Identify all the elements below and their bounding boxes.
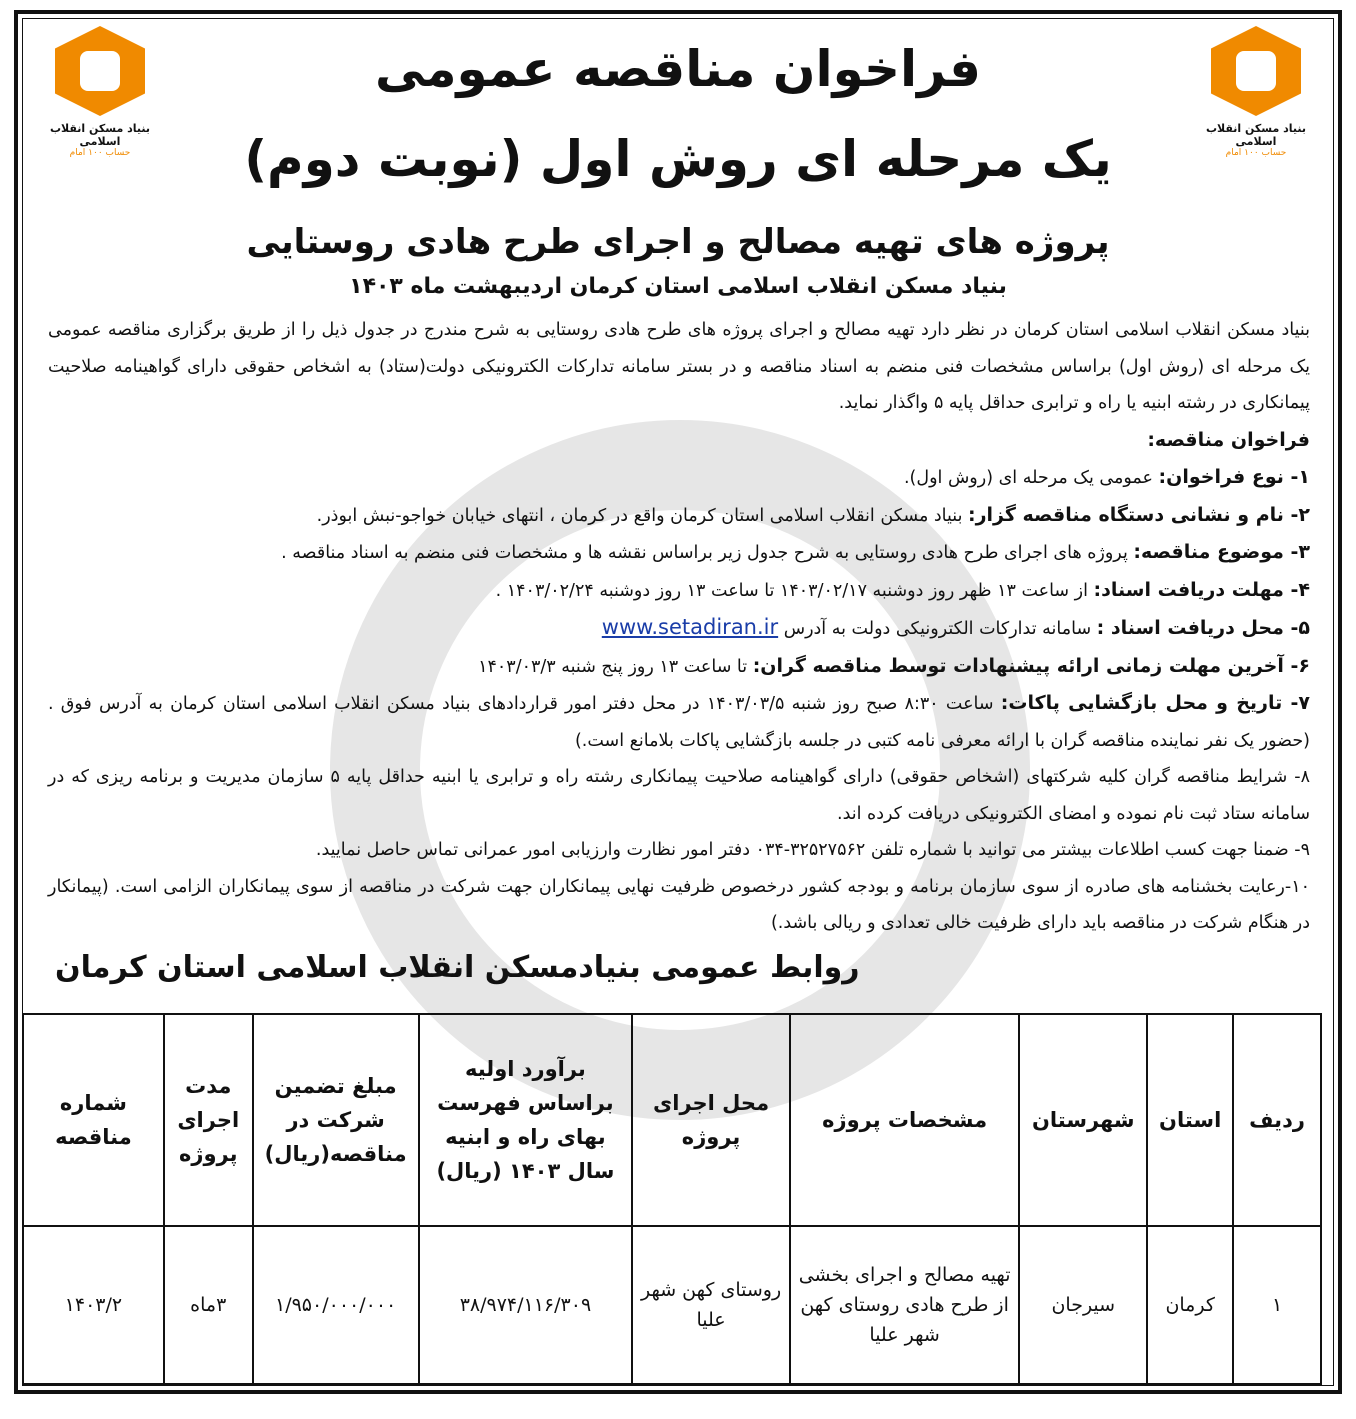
- title-line2: یک مرحله ای روش اول (نوبت دوم): [244, 130, 1112, 188]
- tender-item: [48, 459, 1310, 497]
- item-text: بنیاد مسکن انقلاب اسلامی استان کرمان واقع در کرمان ، انتهای خیابان خواجو-نبش ابوذر.: [316, 505, 968, 526]
- column-header: مشخصات پروژه: [790, 1014, 1019, 1226]
- column-header: برآورد اولیه براساس فهرست بهای راه و ابنیه سال ۱۴۰۳ (ریال): [419, 1014, 633, 1226]
- tender-table: [22, 1013, 1322, 1385]
- column-header: شهرستان: [1019, 1014, 1147, 1226]
- announcement-body: [48, 312, 1310, 942]
- table-row: [23, 1226, 1321, 1384]
- intro-paragraph: بنیاد مسکن انقلاب اسلامی استان کرمان در نظر دارد تهیه مصالح و اجرای پروژه های طرح هادی روستایی به شرح مندرج در جدول ذیل را از طریق برگزاری مناقصه عمومی یک مرحله ای (روش اول) براساس مشخصات فنی منضم به اسناد مناقصه و در بستر سامانه تدارکات الکترونیکی دولت(ستاد) به اشخاص حقوقی دارای گواهینامه صلاحیت پیمانکاری در رشته ابنیه یا راه و ترابری حداقل پایه ۵ واگذار نماید.: [48, 320, 1310, 413]
- table-cell: ۱۴۰۳/۲: [23, 1226, 164, 1384]
- logo-subcaption: حساب ۱۰۰ امام: [69, 148, 131, 158]
- tender-item: [48, 609, 1310, 648]
- tender-item: [48, 759, 1310, 832]
- tender-item: [48, 497, 1310, 535]
- item-label: ۵- محل دریافت اسناد :: [1096, 617, 1310, 639]
- tender-item: [48, 685, 1310, 759]
- tender-item: [48, 832, 1310, 869]
- logo-subcaption: حساب ۱۰۰ امام: [1225, 148, 1287, 158]
- item-text: ۹- ضمنا جهت کسب اطلاعات بیشتر می توانید با شماره تلفن ۳۲۵۲۷۵۶۲-۰۳۴ دفتر امور نظارت وارزیابی امور عمرانی تماس حاصل نمایید.: [315, 840, 1310, 860]
- table-cell: سیرجان: [1019, 1226, 1147, 1384]
- table-cell: تهیه مصالح و اجرای بخشی از طرح هادی روستای کهن شهر علیا: [790, 1226, 1019, 1384]
- table-cell: کرمان: [1147, 1226, 1233, 1384]
- item-text: پروژه های اجرای طرح هادی روستایی به شرح جدول زیر براساس نقشه ها و مشخصات فنی منضم به اسناد مناقصه .: [281, 543, 1134, 563]
- table-cell: ۱/۹۵۰/۰۰۰/۰۰۰: [253, 1226, 419, 1384]
- table-cell: ۳۸/۹۷۴/۱۱۶/۳۰۹: [419, 1226, 633, 1384]
- subtitle: پروژه های تهیه مصالح و اجرای طرح هادی روستایی: [246, 222, 1110, 262]
- item-label: ۷- تاریخ و محل بازگشایی پاکات:: [1000, 692, 1310, 714]
- column-header: استان: [1147, 1014, 1233, 1226]
- table-cell: روستای کهن شهر علیا: [632, 1226, 790, 1384]
- issuer-date: بنیاد مسکن انقلاب اسلامی استان کرمان اردیبهشت ماه ۱۴۰۳: [349, 274, 1007, 299]
- item-text: عمومی یک مرحله ای (روش اول).: [903, 468, 1159, 488]
- signature: روابط عمومی بنیادمسکن انقلاب اسلامی استان کرمان: [55, 950, 860, 985]
- item-label: ۴- مهلت دریافت اسناد:: [1093, 578, 1310, 601]
- tender-item: [48, 648, 1310, 686]
- logo-caption: بنیاد مسکن انقلاب اسلامی: [1205, 122, 1307, 148]
- table-cell: ۳ماه: [164, 1226, 253, 1384]
- item-text: سامانه تدارکات الکترونیکی دولت به آدرس: [778, 619, 1097, 639]
- tender-item: [48, 869, 1310, 942]
- item-text: تا ساعت ۱۳ روز پنج شنبه ۱۴۰۳/۰۳/۳: [478, 656, 753, 677]
- item-label: ۶- آخرین مهلت زمانی ارائه پیشنهادات توسط مناقصه گران:: [752, 654, 1310, 677]
- setad-link[interactable]: www.setadiran.ir: [601, 615, 779, 639]
- column-header: مدت اجرای پروژه: [164, 1014, 253, 1226]
- item-label: ۳- موضوع مناقصه:: [1133, 541, 1310, 563]
- section-heading: فراخوان مناقصه:: [1147, 428, 1310, 451]
- column-header: محل اجرای پروژه: [632, 1014, 790, 1226]
- item-text: ۱۰-رعایت بخشنامه های صادره از سوی سازمان برنامه و بودجه کشور درخصوص ظرفیت نهایی پیمانکاران جهت شرکت در مناقصه از سوی پیمانکاران الزامی است. (پیمانکار در هنگام شرکت در مناقصه باید دارای ظرفیت خالی تعدادی و ریالی باشد.): [48, 876, 1310, 933]
- column-header: مبلغ تضمین شرکت در مناقصه(ریال): [253, 1014, 419, 1226]
- item-text: ۸- شرایط مناقصه گران کلیه شرکتهای (اشخاص حقوقی) دارای گواهینامه صلاحیت پیمانکاری رشته راه و ترابری یا ابنیه حداقل پایه ۵ سازمان مدیریت و برنامه ریزی که در سامانه ستاد ثبت نام نموده و امضای الکترونیکی دریافت کرده اند.: [48, 767, 1311, 824]
- logo-caption: بنیاد مسکن انقلاب اسلامی: [49, 122, 151, 148]
- item-label: ۲- نام و نشانی دستگاه مناقصه گزار:: [968, 503, 1310, 526]
- tender-item: [48, 572, 1310, 610]
- item-text: ساعت ۸:۳۰ صبح روز شنبه ۱۴۰۳/۰۳/۵ در محل دفتر امور قراردادهای بنیاد مسکن انقلاب اسلامی استان کرمان به آدرس فوق .(حضور یک نفر نماینده مناقصه گران با ارائه معرفی نامه کتبی در جلسه بازگشایی پاکات بلامانع است.): [48, 694, 1310, 751]
- item-text: از ساعت ۱۳ ظهر روز دوشنبه ۱۴۰۳/۰۲/۱۷ تا ساعت ۱۳ روز دوشنبه ۱۴۰۳/۰۲/۲۴ .: [495, 580, 1094, 601]
- column-header: ردیف: [1233, 1014, 1321, 1226]
- title-line1: فراخوان مناقصه عمومی: [374, 40, 982, 98]
- tender-item: [48, 534, 1310, 572]
- column-header: شماره مناقصه: [23, 1014, 164, 1226]
- item-label: ۱- نوع فراخوان:: [1158, 466, 1310, 488]
- table-cell: ۱: [1233, 1226, 1321, 1384]
